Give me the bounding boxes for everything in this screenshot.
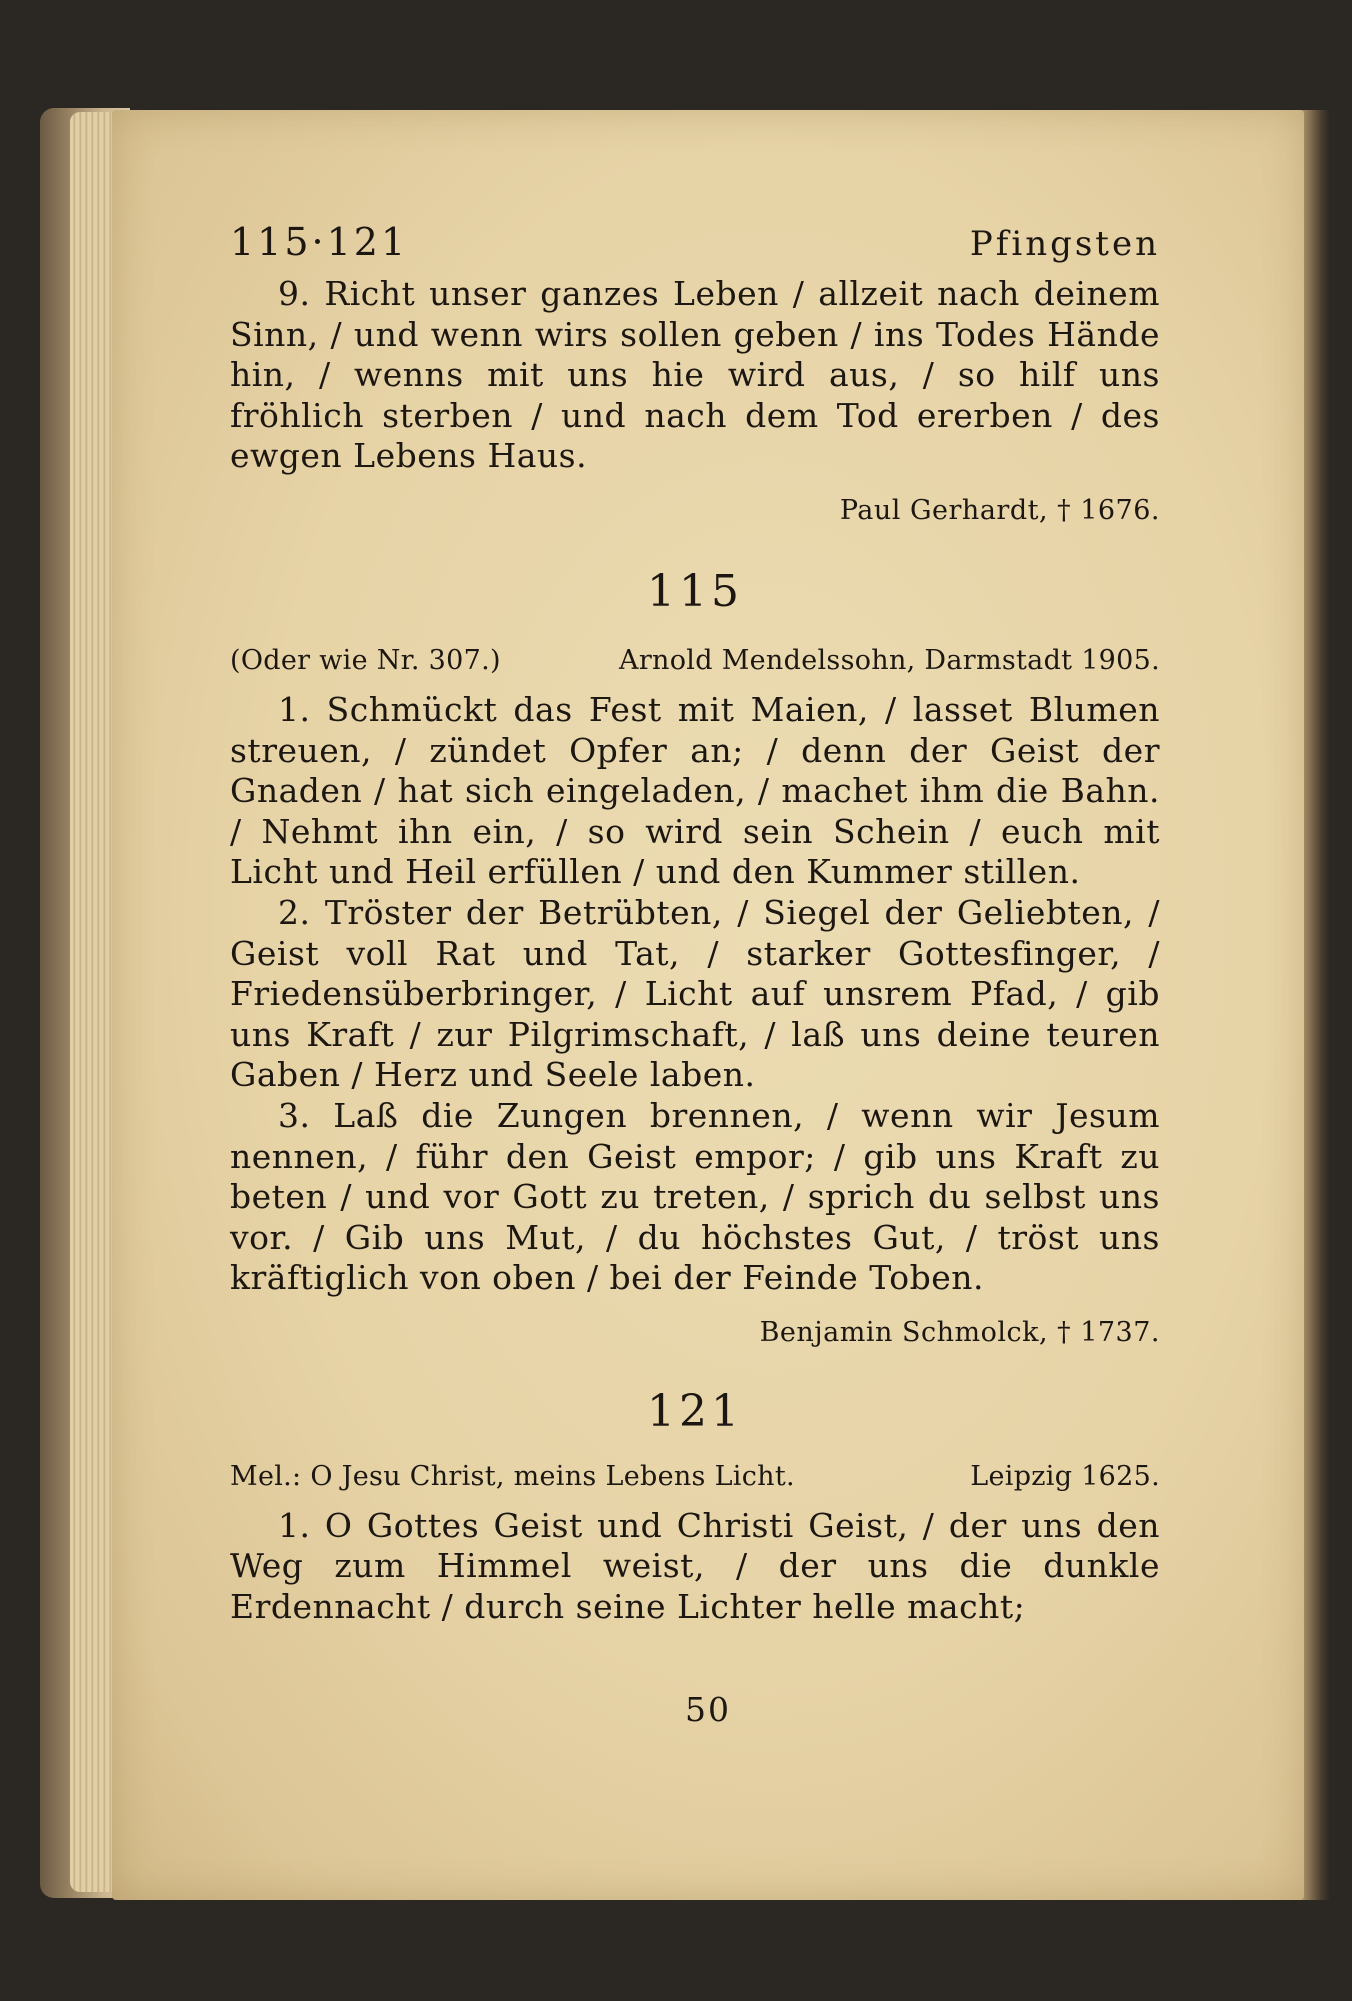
hymn-range: 115·121: [230, 220, 409, 264]
author-attribution: Paul Gerhardt, † 1676.: [839, 494, 1160, 526]
hymn-115-verse-1: 1. Schmückt das Fest mit Maien, / lasset Blumen streuen, / zündet Opfer an; / denn der Geist der Gnaden / hat sich eingeladen, / machet ihm die Bahn. / Nehmt ihn ein, / so wird sein Schein / euch mit Licht und Heil erfüllen / und den Kummer stillen.: [230, 689, 1160, 892]
verse-9: 9. Richt unser ganzes Leben / allzeit nach deinem Sinn, / und wenn wirs sollen geben / ins Todes Hände hin, / wenns mit uns hie wird aus, / so hilf uns fröhlich sterben / und nach dem Tod ererben / des ewgen Lebens Haus.: [230, 274, 1160, 476]
page-content: [230, 220, 1160, 1628]
author-attribution: Benjamin Schmolck, † 1737.: [759, 1316, 1160, 1348]
running-header: [230, 220, 1160, 264]
melody-reference: Mel.: O Jesu Christ, meins Lebens Licht.: [230, 1460, 795, 1492]
melody-reference: (Oder wie Nr. 307.): [230, 644, 501, 676]
hymn-115-meta: [230, 645, 1160, 676]
composer-credit: Arnold Mendelssohn, Darmstadt 1905.: [619, 644, 1160, 676]
hymn-number-121: 121: [647, 1385, 743, 1437]
hymnal-page: [112, 110, 1304, 1900]
book-spine-right: [1300, 110, 1330, 1900]
hymn-121-verse-1: 1. O Gottes Geist und Christi Geist, / der uns den Weg zum Himmel weist, / der uns die dunkle Erdennacht / durch seine Lichter helle macht;: [230, 1505, 1160, 1627]
hymn-number-115: 115: [647, 565, 743, 617]
origin-credit: Leipzig 1625.: [970, 1460, 1160, 1492]
page-number: 50: [685, 1690, 731, 1729]
hymn-115-verse-2: 2. Tröster der Betrübten, / Siegel der Geliebten, / Geist voll Rat und Tat, / starker Gottesfinger, / Friedensüberbringer, / Licht auf unsrem Pfad, / gib uns Kraft / zur Pilgrimschaft, / laß uns deine teuren Gaben / Herz und Seele laben.: [230, 892, 1160, 1095]
section-title: Pfingsten: [969, 224, 1160, 264]
hymn-121-meta: [230, 1461, 1160, 1492]
hymn-115-verse-3: 3. Laß die Zungen brennen, / wenn wir Jesum nennen, / führ den Geist empor; / gib uns Kraft zu beten / und vor Gott zu treten, / sprich du selbst uns vor. / Gib uns Mut, / du höchstes Gut, / tröst uns kräftiglich von oben / bei der Feinde Toben.: [230, 1095, 1160, 1298]
